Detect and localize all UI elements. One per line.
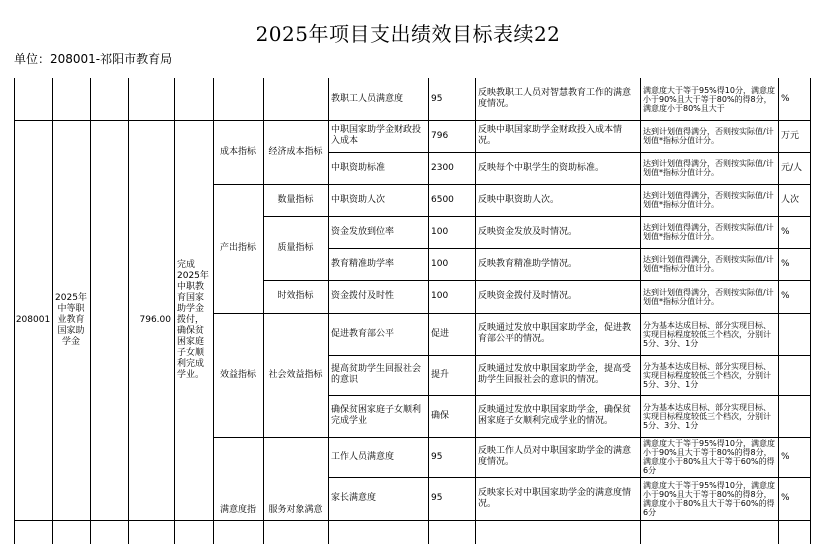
level1-benefit: 效益指标 <box>219 369 256 380</box>
indicator-value: 100 <box>431 291 449 301</box>
indicator-name: 资金发放到位率 <box>331 226 395 237</box>
indicator-unit <box>778 355 810 395</box>
indicator-name: 教职工人员满意度 <box>331 93 404 104</box>
indicator-name: 工作人员满意度 <box>331 451 395 462</box>
indicator-value: 95 <box>431 493 443 503</box>
indicator-desc: 反映通过发放中职国家助学金，提高受助学生回报社会的意识的情况。 <box>478 364 632 385</box>
indicator-name: 中职国家助学金财政投入成本 <box>331 125 422 146</box>
indicator-desc: 反映通过发放中职国家助学金，促进教育部公平的情况。 <box>478 323 632 344</box>
indicator-method: 分为基本达成目标、部分实现目标、实现目标程度较低三个档次，分别计5分、3分、1分 <box>643 402 771 430</box>
indicator-value: 6500 <box>431 194 454 205</box>
indicator-desc: 反映中职资助人次。 <box>478 194 560 205</box>
indicator-unit: % <box>781 226 790 237</box>
level2-service-target: 服务对象满意 <box>268 505 323 515</box>
project-name: 2025年中等职业教育国家助学金 <box>55 292 87 347</box>
indicator-value: 提升 <box>431 369 450 380</box>
level2-timeliness: 时效指标 <box>277 291 314 301</box>
indicator-unit <box>778 395 810 437</box>
level2-economic-cost: 经济成本指标 <box>268 146 323 157</box>
indicator-method: 满意度大于等于95%得10分，满意度小于90%且大于等于80%的得8分，满意度小于80%且大于等于60%的得6分 <box>643 439 775 475</box>
indicator-method: 达到计划值得满分，否则按实际值/计划值*指标分值计分。 <box>643 191 774 209</box>
indicator-unit: 万元 <box>781 130 800 141</box>
indicator-unit: % <box>781 493 790 503</box>
indicator-value: 95 <box>431 93 443 104</box>
project-goal: 完成2025年中职教育国家助学金拨付，确保贫困家庭子女顺利完成学业。 <box>177 259 209 380</box>
indicator-method: 满意度大于等于95%得10分，满意度小于90%且大于等于80%的得8分，满意度小于80%且大于等于60%的得6分 <box>643 480 775 517</box>
indicator-name: 资金拨付及时性 <box>331 291 395 301</box>
project-amount: 796.00 <box>139 314 171 325</box>
project-code: 208001 <box>15 314 51 325</box>
indicator-method: 达到计划值得满分，否则按实际值/计划值*指标分值计分。 <box>643 255 774 273</box>
level2-quality: 质量指标 <box>277 242 314 253</box>
indicator-name: 促进教育部公平 <box>331 328 395 339</box>
indicator-name: 教育精准助学率 <box>331 258 395 269</box>
indicator-unit: % <box>781 291 790 301</box>
indicator-name: 中职资助标准 <box>331 162 386 173</box>
level2-social-benefit: 社会效益指标 <box>268 369 323 380</box>
indicator-method: 达到计划值得满分，否则按实际值/计划值*指标分值计分。 <box>643 223 774 241</box>
level1-output: 产出指标 <box>219 243 256 253</box>
indicator-name: 提高贫助学生回报社会的意识 <box>331 364 422 385</box>
indicator-desc: 反映工作人员对中职国家助学金的满意度情况。 <box>478 446 632 467</box>
indicator-method: 达到计划值得满分，否则按实际值/计划值*指标分值计分。 <box>643 287 774 306</box>
indicator-value: 确保 <box>431 410 450 421</box>
indicator-method: 达到计划值得满分，否则按实际值/计划值*指标分值计分。 <box>643 127 774 145</box>
indicator-unit: % <box>781 451 790 462</box>
indicator-method: 达到计划值得满分，否则按实际值/计划值*指标分值计分。 <box>643 159 774 177</box>
indicator-method: 分为基本达成目标、部分实现目标、实现目标程度较低三个档次，分别计5分、3分、1分 <box>643 361 771 389</box>
indicator-value: 95 <box>431 451 443 462</box>
unit-label: 单位：208001-祁阳市教育局 <box>14 52 173 66</box>
indicator-unit: 人次 <box>781 194 800 205</box>
indicator-name: 中职资助人次 <box>331 194 386 205</box>
indicator-method: 分为基本达成目标、部分实现目标、实现目标程度较低三个档次，分别计5分、3分、1分 <box>643 320 771 348</box>
indicator-value: 100 <box>431 258 449 269</box>
indicator-desc: 反映每个中职学生的资助标准。 <box>478 162 605 173</box>
indicator-desc: 反映教职工人员对智慧教育工作的满意度情况。 <box>478 88 632 109</box>
indicator-desc: 反映家长对中职国家助学金的满意度情况。 <box>478 487 632 509</box>
indicator-value: 促进 <box>431 328 450 339</box>
indicator-name: 确保贫困家庭子女顺利完成学业 <box>331 405 422 426</box>
indicator-value: 100 <box>431 226 449 237</box>
indicator-desc: 反映资金拨付及时情况。 <box>478 291 578 301</box>
page-title: 2025年项目支出绩效目标表续22 <box>255 22 561 46</box>
level1-cost: 成本指标 <box>219 146 256 157</box>
indicator-desc: 反映通过发放中职国家助学金，确保贫困家庭子女顺利完成学业的情况。 <box>478 405 632 426</box>
indicator-unit: % <box>781 93 790 104</box>
level2-quantity: 数量指标 <box>277 194 314 205</box>
indicator-desc: 反映中职国家助学金财政投入成本情况。 <box>478 125 623 146</box>
indicator-unit: 元/人 <box>781 162 803 173</box>
indicator-desc: 反映资金发放及时情况。 <box>478 226 578 237</box>
indicator-unit <box>778 313 810 355</box>
indicator-desc: 反映教育精准助学情况。 <box>478 258 578 269</box>
indicator-value: 796 <box>431 130 449 141</box>
indicator-method: 满意度大于等于95%得10分，满意度小于90%且大于等于80%的得8分，满意度小于80%且大于 <box>643 85 775 113</box>
level1-satisfaction: 满意度指 <box>219 505 256 515</box>
indicator-name: 家长满意度 <box>331 493 377 503</box>
indicator-unit: % <box>781 258 790 269</box>
indicator-value: 2300 <box>431 162 454 173</box>
